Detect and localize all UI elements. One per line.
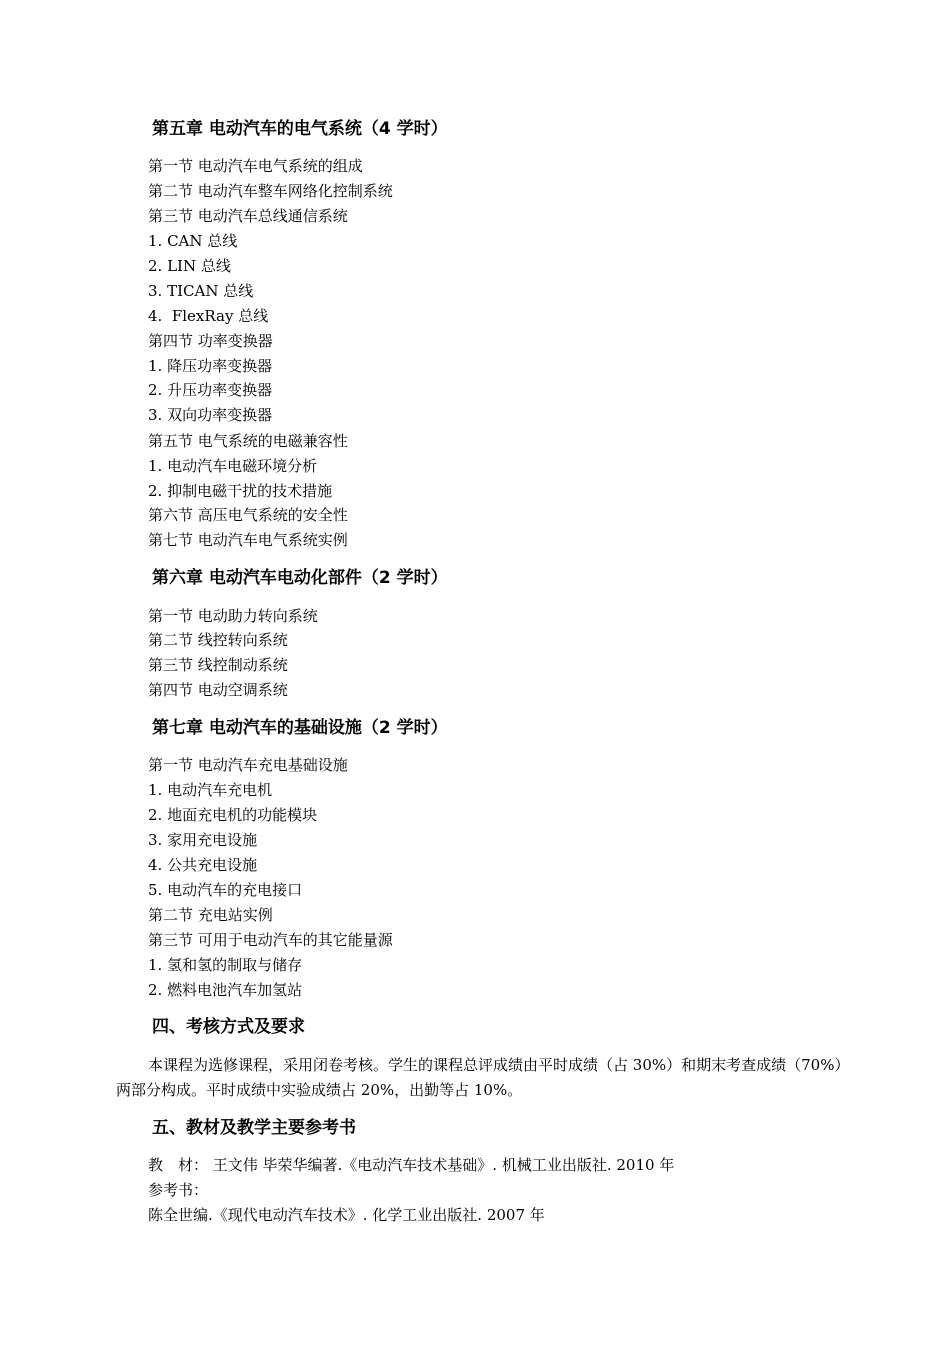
ch7-item: 2. 地面充电机的功能模块 xyxy=(148,806,318,824)
ch5-item: 第一节 电动汽车电气系统的组成 xyxy=(148,157,363,175)
ch5-item: 3. TICAN 总线 xyxy=(148,282,254,300)
reference-label: 参考书： xyxy=(148,1181,209,1199)
section-5-title: 五、教材及教学主要参考书 xyxy=(152,1118,356,1138)
ch7-item: 1. 氢和氢的制取与储存 xyxy=(148,956,303,974)
chapter-5-title: 第五章 电动汽车的电气系统（4 学时） xyxy=(152,119,448,139)
ch7-item: 第三节 可用于电动汽车的其它能量源 xyxy=(148,931,393,949)
ch7-item: 第一节 电动汽车充电基础设施 xyxy=(148,756,348,774)
ch5-item: 第五节 电气系统的电磁兼容性 xyxy=(148,432,348,450)
assessment-paragraph: 本课程为选修课程，采用闭卷考核。学生的课程总评成绩由平时成绩（占 30%）和期末考查成绩（70%）两部分构成。平时成绩中实验成绩占 20%，出勤等占 10%。 xyxy=(116,1056,842,1099)
ch5-item: 2. 抑制电磁干扰的技术措施 xyxy=(148,482,333,500)
section-4-title: 四、考核方式及要求 xyxy=(152,1017,305,1037)
textbook-line: 教 材： 王文伟 毕荣华编著.《电动汽车技术基础》. 机械工业出版社. 2010 年 xyxy=(148,1156,675,1174)
ch5-item: 1. 电动汽车电磁环境分析 xyxy=(148,457,318,475)
ch6-item: 第一节 电动助力转向系统 xyxy=(148,607,318,625)
ch5-item: 4. FlexRay 总线 xyxy=(148,307,269,325)
ch5-item: 1. 降压功率变换器 xyxy=(148,357,273,375)
ch7-item: 2. 燃料电池汽车加氢站 xyxy=(148,981,303,999)
ch5-item: 2. LIN 总线 xyxy=(148,257,231,275)
ch5-item: 2. 升压功率变换器 xyxy=(148,381,273,399)
chapter-6-title: 第六章 电动汽车电动化部件（2 学时） xyxy=(152,568,448,588)
ch7-item: 4. 公共充电设施 xyxy=(148,856,258,874)
ch5-item: 第七节 电动汽车电气系统实例 xyxy=(148,531,348,549)
ch5-item: 3. 双向功率变换器 xyxy=(148,406,273,424)
ch7-item: 5. 电动汽车的充电接口 xyxy=(148,881,303,899)
ch5-item: 第三节 电动汽车总线通信系统 xyxy=(148,207,348,225)
ch5-item: 第二节 电动汽车整车网络化控制系统 xyxy=(148,182,393,200)
ch7-item: 1. 电动汽车充电机 xyxy=(148,781,273,799)
ch6-item: 第二节 线控转向系统 xyxy=(148,631,288,649)
ch5-item: 第四节 功率变换器 xyxy=(148,332,273,350)
chapter-7-title: 第七章 电动汽车的基础设施（2 学时） xyxy=(152,718,448,738)
ch6-item: 第四节 电动空调系统 xyxy=(148,681,288,699)
ch7-item: 第二节 充电站实例 xyxy=(148,906,273,924)
ch5-item: 1. CAN 总线 xyxy=(148,232,238,250)
ch6-item: 第三节 线控制动系统 xyxy=(148,656,288,674)
reference-line: 陈全世编.《现代电动汽车技术》. 化学工业出版社. 2007 年 xyxy=(148,1206,545,1224)
ch7-item: 3. 家用充电设施 xyxy=(148,831,258,849)
ch5-item: 第六节 高压电气系统的安全性 xyxy=(148,506,348,524)
